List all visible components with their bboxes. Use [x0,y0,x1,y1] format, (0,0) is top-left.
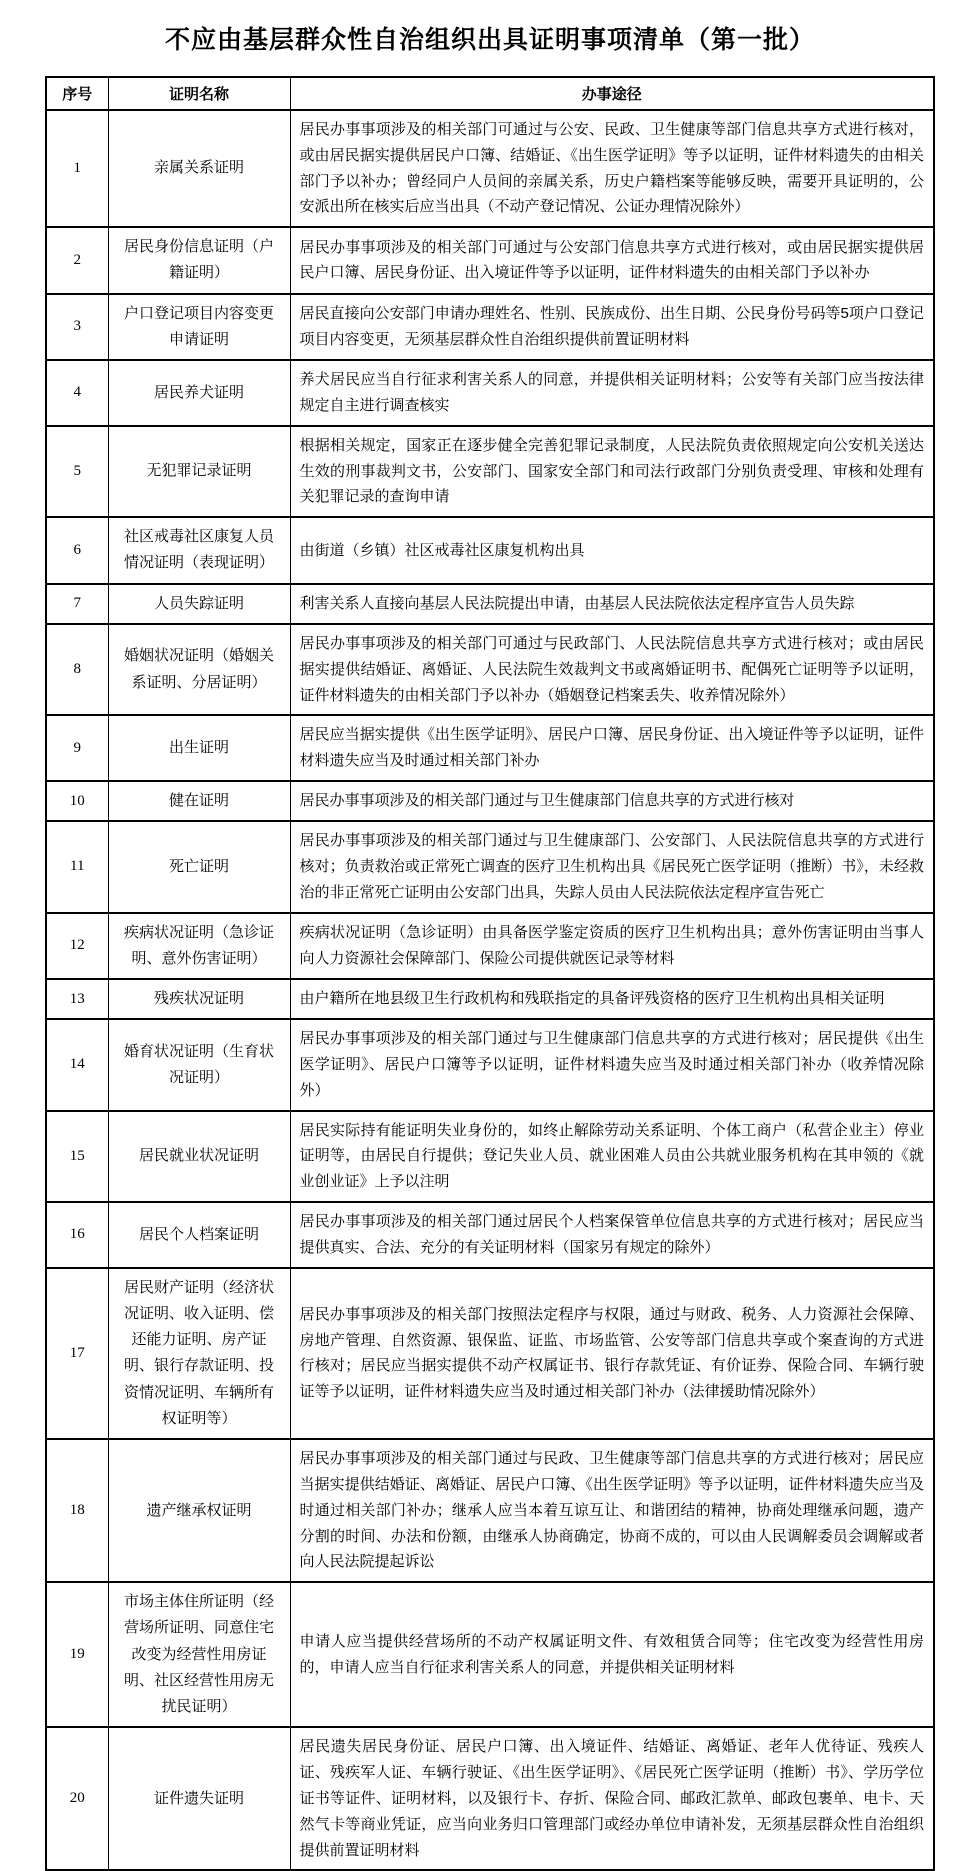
cert-name-cell: 居民身份信息证明（户籍证明） [108,227,290,294]
cert-name-cell: 市场主体住所证明（经营场所证明、同意住宅改变为经营性用房证明、社区经营性用房无扰民证明） [108,1582,290,1727]
handling-path-cell: 居民遗失居民身份证、居民户口簿、出入境证件、结婚证、离婚证、老年人优待证、残疾人证、残疾军人证、车辆行驶证、《出生医学证明》、《居民死亡医学证明（推断）书》、学历学位证书等证件、证明材料，以及银行卡、存折、保险合同、邮政汇款单、邮政包裹单、电卡、天然气卡等商业凭证，应当向业务归口管理部门或经办单位申请补发，无须基层群众性自治组织提供前置证明材料 [290,1727,934,1870]
table-row [46,1111,934,1202]
cert-name-cell: 婚姻状况证明（婚姻关系证明、分居证明） [108,624,290,715]
table-row [46,227,934,294]
serial-number-cell: 18 [46,1439,108,1582]
serial-number-cell: 10 [46,781,108,821]
serial-number-cell: 17 [46,1268,108,1440]
handling-path-cell: 居民办事事项涉及的相关部门可通过与公安部门信息共享方式进行核对，或由居民据实提供居民户口簿、居民身份证、出入境证件等予以证明，证件材料遗失的由相关部门予以补办 [290,227,934,294]
handling-path-cell: 根据相关规定，国家正在逐步健全完善犯罪记录制度，人民法院负责依照规定向公安机关送达生效的刑事裁判文书，公安部门、国家安全部门和司法行政部门分别负责受理、审核和处理有关犯罪记录的查询申请 [290,426,934,517]
handling-path-cell: 居民实际持有能证明失业身份的，如终止解除劳动关系证明、个体工商户（私营企业主）停业证明等，由居民自行提供；登记失业人员、就业困难人员由公共就业服务机构在其申领的《就业创业证》上予以注明 [290,1111,934,1202]
serial-number-cell: 9 [46,715,108,781]
serial-number-cell: 5 [46,426,108,517]
table-row [46,1019,934,1110]
serial-number-cell: 11 [46,821,108,912]
serial-number-cell: 14 [46,1019,108,1110]
serial-number-cell: 15 [46,1111,108,1202]
table-header [46,77,934,110]
serial-number-cell: 12 [46,913,108,980]
cert-name-cell: 居民个人档案证明 [108,1202,290,1268]
handling-path-cell: 疾病状况证明（急诊证明）由具备医学鉴定资质的医疗卫生机构出具；意外伤害证明由当事人向人力资源社会保障部门、保险公司提供就医记录等材料 [290,913,934,980]
table-row [46,294,934,361]
handling-path-cell: 居民办事事项涉及的相关部门按照法定程序与权限，通过与财政、税务、人力资源社会保障、房地产管理、自然资源、银保监、证监、市场监管、公安等部门信息共享或个案查询的方式进行核对；居民应当据实提供不动产权属证书、银行存款凭证、有价证券、保险合同、车辆行驶证等予以证明，证件材料遗失应当及时通过相关部门补办（法律援助情况除外） [290,1268,934,1440]
serial-number-cell: 4 [46,360,108,426]
serial-number-cell: 1 [46,110,108,227]
table-row [46,624,934,715]
header-handling-path: 办事途径 [290,77,934,110]
table-row [46,1268,934,1440]
table-row [46,1202,934,1268]
handling-path-cell: 养犬居民应当自行征求利害关系人的同意，并提供相关证明材料；公安等有关部门应当按法律规定自主进行调查核实 [290,360,934,426]
serial-number-cell: 16 [46,1202,108,1268]
page-title: 不应由基层群众性自治组织出具证明事项清单（第一批） [164,26,815,54]
cert-items-table [45,76,935,1871]
handling-path-cell: 由街道（乡镇）社区戒毒社区康复机构出具 [290,517,934,584]
handling-path-cell: 居民办事事项涉及的相关部门通过与卫生健康部门、公安部门、人民法院信息共享的方式进行核对；负责救治或正常死亡调查的医疗卫生机构出具《居民死亡医学证明（推断）书》，未经救治的非正常死亡证明由公安部门出具，失踪人员由人民法院依法定程序宣告死亡 [290,821,934,912]
cert-name-cell: 居民就业状况证明 [108,1111,290,1202]
cert-name-cell: 死亡证明 [108,821,290,912]
handling-path-cell: 居民应当据实提供《出生医学证明》、居民户口簿、居民身份证、出入境证件等予以证明，证件材料遗失应当及时通过相关部门补办 [290,715,934,781]
serial-number-cell: 7 [46,584,108,624]
handling-path-cell: 居民直接向公安部门申请办理姓名、性别、民族成份、出生日期、公民身份号码等5项户口登记项目内容变更，无须基层群众性自治组织提供前置证明材料 [290,294,934,361]
table-row [46,360,934,426]
cert-name-cell: 人员失踪证明 [108,584,290,624]
cert-name-cell: 健在证明 [108,781,290,821]
handling-path-cell: 居民办事事项涉及的相关部门可通过与公安、民政、卫生健康等部门信息共享方式进行核对，或由居民据实提供居民户口簿、结婚证、《出生医学证明》等予以证明，证件材料遗失的由相关部门予以补办；曾经同户人员间的亲属关系，历史户籍档案等能够反映，需要开具证明的，公安派出所在核实后应当出具（不动产登记情况、公证办理情况除外） [290,110,934,227]
serial-number-cell: 6 [46,517,108,584]
cert-name-cell: 居民养犬证明 [108,360,290,426]
header-row [46,77,934,110]
cert-name-cell: 证件遗失证明 [108,1727,290,1870]
cert-name-cell: 亲属关系证明 [108,110,290,227]
cert-name-cell: 社区戒毒社区康复人员情况证明（表现证明） [108,517,290,584]
handling-path-cell: 申请人应当提供经营场所的不动产权属证明文件、有效租赁合同等；住宅改变为经营性用房的，申请人应当自行征求利害关系人的同意，并提供相关证明材料 [290,1582,934,1727]
header-serial-number: 序号 [46,77,108,110]
serial-number-cell: 8 [46,624,108,715]
cert-name-cell: 无犯罪记录证明 [108,426,290,517]
table-body [46,110,934,1870]
table-row [46,110,934,227]
table-row [46,1439,934,1582]
header-cert-name: 证明名称 [108,77,290,110]
table-row [46,979,934,1019]
table-row [46,781,934,821]
handling-path-cell: 居民办事事项涉及的相关部门通过居民个人档案保管单位信息共享的方式进行核对；居民应当提供真实、合法、充分的有关证明材料（国家另有规定的除外） [290,1202,934,1268]
table-row [46,584,934,624]
cert-name-cell: 婚育状况证明（生育状况证明） [108,1019,290,1110]
table-row [46,517,934,584]
table-row [46,426,934,517]
handling-path-cell: 居民办事事项涉及的相关部门可通过与民政部门、人民法院信息共享方式进行核对；或由居民据实提供结婚证、离婚证、人民法院生效裁判文书或离婚证明书、配偶死亡证明等予以证明，证件材料遗失的由相关部门予以补办（婚姻登记档案丢失、收养情况除外） [290,624,934,715]
handling-path-cell: 利害关系人直接向基层人民法院提出申请，由基层人民法院依法定程序宣告人员失踪 [290,584,934,624]
handling-path-cell: 居民办事事项涉及的相关部门通过与卫生健康部门信息共享的方式进行核对；居民提供《出生医学证明》、居民户口簿等予以证明，证件材料遗失应当及时通过相关部门补办（收养情况除外） [290,1019,934,1110]
cert-name-cell: 居民财产证明（经济状况证明、收入证明、偿还能力证明、房产证明、银行存款证明、投资情况证明、车辆所有权证明等） [108,1268,290,1440]
cert-name-cell: 残疾状况证明 [108,979,290,1019]
cert-name-cell: 疾病状况证明（急诊证明、意外伤害证明） [108,913,290,980]
table-row [46,715,934,781]
cert-name-cell: 户口登记项目内容变更申请证明 [108,294,290,361]
table-row [46,1727,934,1870]
table-row [46,821,934,912]
handling-path-cell: 居民办事事项涉及的相关部门通过与卫生健康部门信息共享的方式进行核对 [290,781,934,821]
handling-path-cell: 居民办事事项涉及的相关部门通过与民政、卫生健康等部门信息共享的方式进行核对；居民应当据实提供结婚证、离婚证、居民户口簿、《出生医学证明》等予以证明，证件材料遗失应当及时通过相关部门补办；继承人应当本着互谅互让、和谐团结的精神，协商处理继承问题，遗产分割的时间、办法和份额，由继承人协商确定，协商不成的，可以由人民调解委员会调解或者向人民法院提起诉讼 [290,1439,934,1582]
serial-number-cell: 2 [46,227,108,294]
cert-name-cell: 遗产继承权证明 [108,1439,290,1582]
table-row [46,913,934,980]
serial-number-cell: 20 [46,1727,108,1870]
table-row [46,1582,934,1727]
handling-path-cell: 由户籍所在地县级卫生行政机构和残联指定的具备评残资格的医疗卫生机构出具相关证明 [290,979,934,1019]
serial-number-cell: 13 [46,979,108,1019]
serial-number-cell: 19 [46,1582,108,1727]
serial-number-cell: 3 [46,294,108,361]
cert-name-cell: 出生证明 [108,715,290,781]
